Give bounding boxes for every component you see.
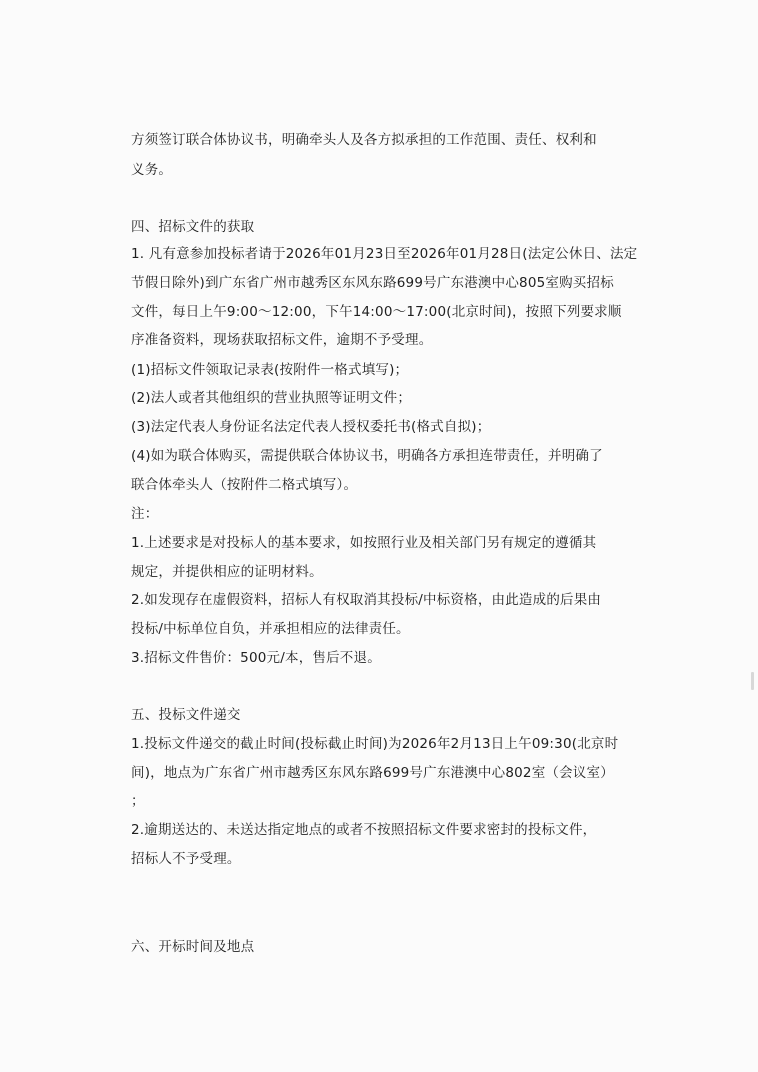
text-line: 注： [131,506,159,522]
text-line: 方须签订联合体协议书，明确牵头人及各方拟承担的工作范围、责任、权利和 [131,132,597,148]
text-line: 联合体牵头人（按附件二格式填写）。 [131,477,358,493]
text-line: 间)，地点为广东省广州市越秀区东风东路699号广东港澳中心802室（会议室） [131,765,614,781]
text-line: 投标/中标单位自负，并承担相应的法律责任。 [131,621,410,637]
section-heading: 六、开标时间及地点 [131,939,255,955]
text-line: 2.如发现存在虚假资料，招标人有权取消其投标/中标资格，由此造成的后果由 [131,592,602,608]
section-heading: 五、投标文件递交 [131,707,241,723]
scan-edge-mark [751,672,754,690]
text-line: (4)如为联合体购买，需提供联合体协议书，明确各方承担连带责任，并明确了 [131,448,603,464]
text-line: 招标人不予受理。 [131,851,241,867]
text-line: (3)法定代表人身份证名法定代表人授权委托书(格式自拟)； [131,419,491,435]
text-line: (2)法人或者其他组织的营业执照等证明文件； [131,390,412,406]
text-line: 义务。 [131,162,173,178]
text-line: 规定，并提供相应的证明材料。 [131,564,323,580]
text-line: 1.投标文件递交的截止时间(投标截止时间)为2026年2月13日上午09:30(北京时 [131,736,619,752]
text-line: 序准备资料，现场获取招标文件，逾期不予受理。 [131,332,433,348]
section-heading: 四、招标文件的获取 [131,219,255,235]
text-line: 节假日除外)到广东省广州市越秀区东风东路699号广东港澳中心805室购买招标 [131,275,614,291]
text-line: ； [131,793,145,809]
text-line: 文件，每日上午9:00～12:00，下午14:00～17:00(北京时间)，按照下列要求顺 [131,304,622,320]
text-line: 1.上述要求是对投标人的基本要求，如按照行业及相关部门另有规定的遵循其 [131,535,597,551]
text-line: 2.逾期送达的、未送达指定地点的或者不按照招标文件要求密封的投标文件， [131,822,597,838]
text-line: 3.招标文件售价：500元/本，售后不退。 [131,650,381,666]
text-line: (1)招标文件领取记录表(按附件一格式填写)； [131,362,409,378]
text-line: 1. 凡有意参加投标者请于2026年01月23日至2026年01月28日(法定公休日、法定 [131,246,638,262]
